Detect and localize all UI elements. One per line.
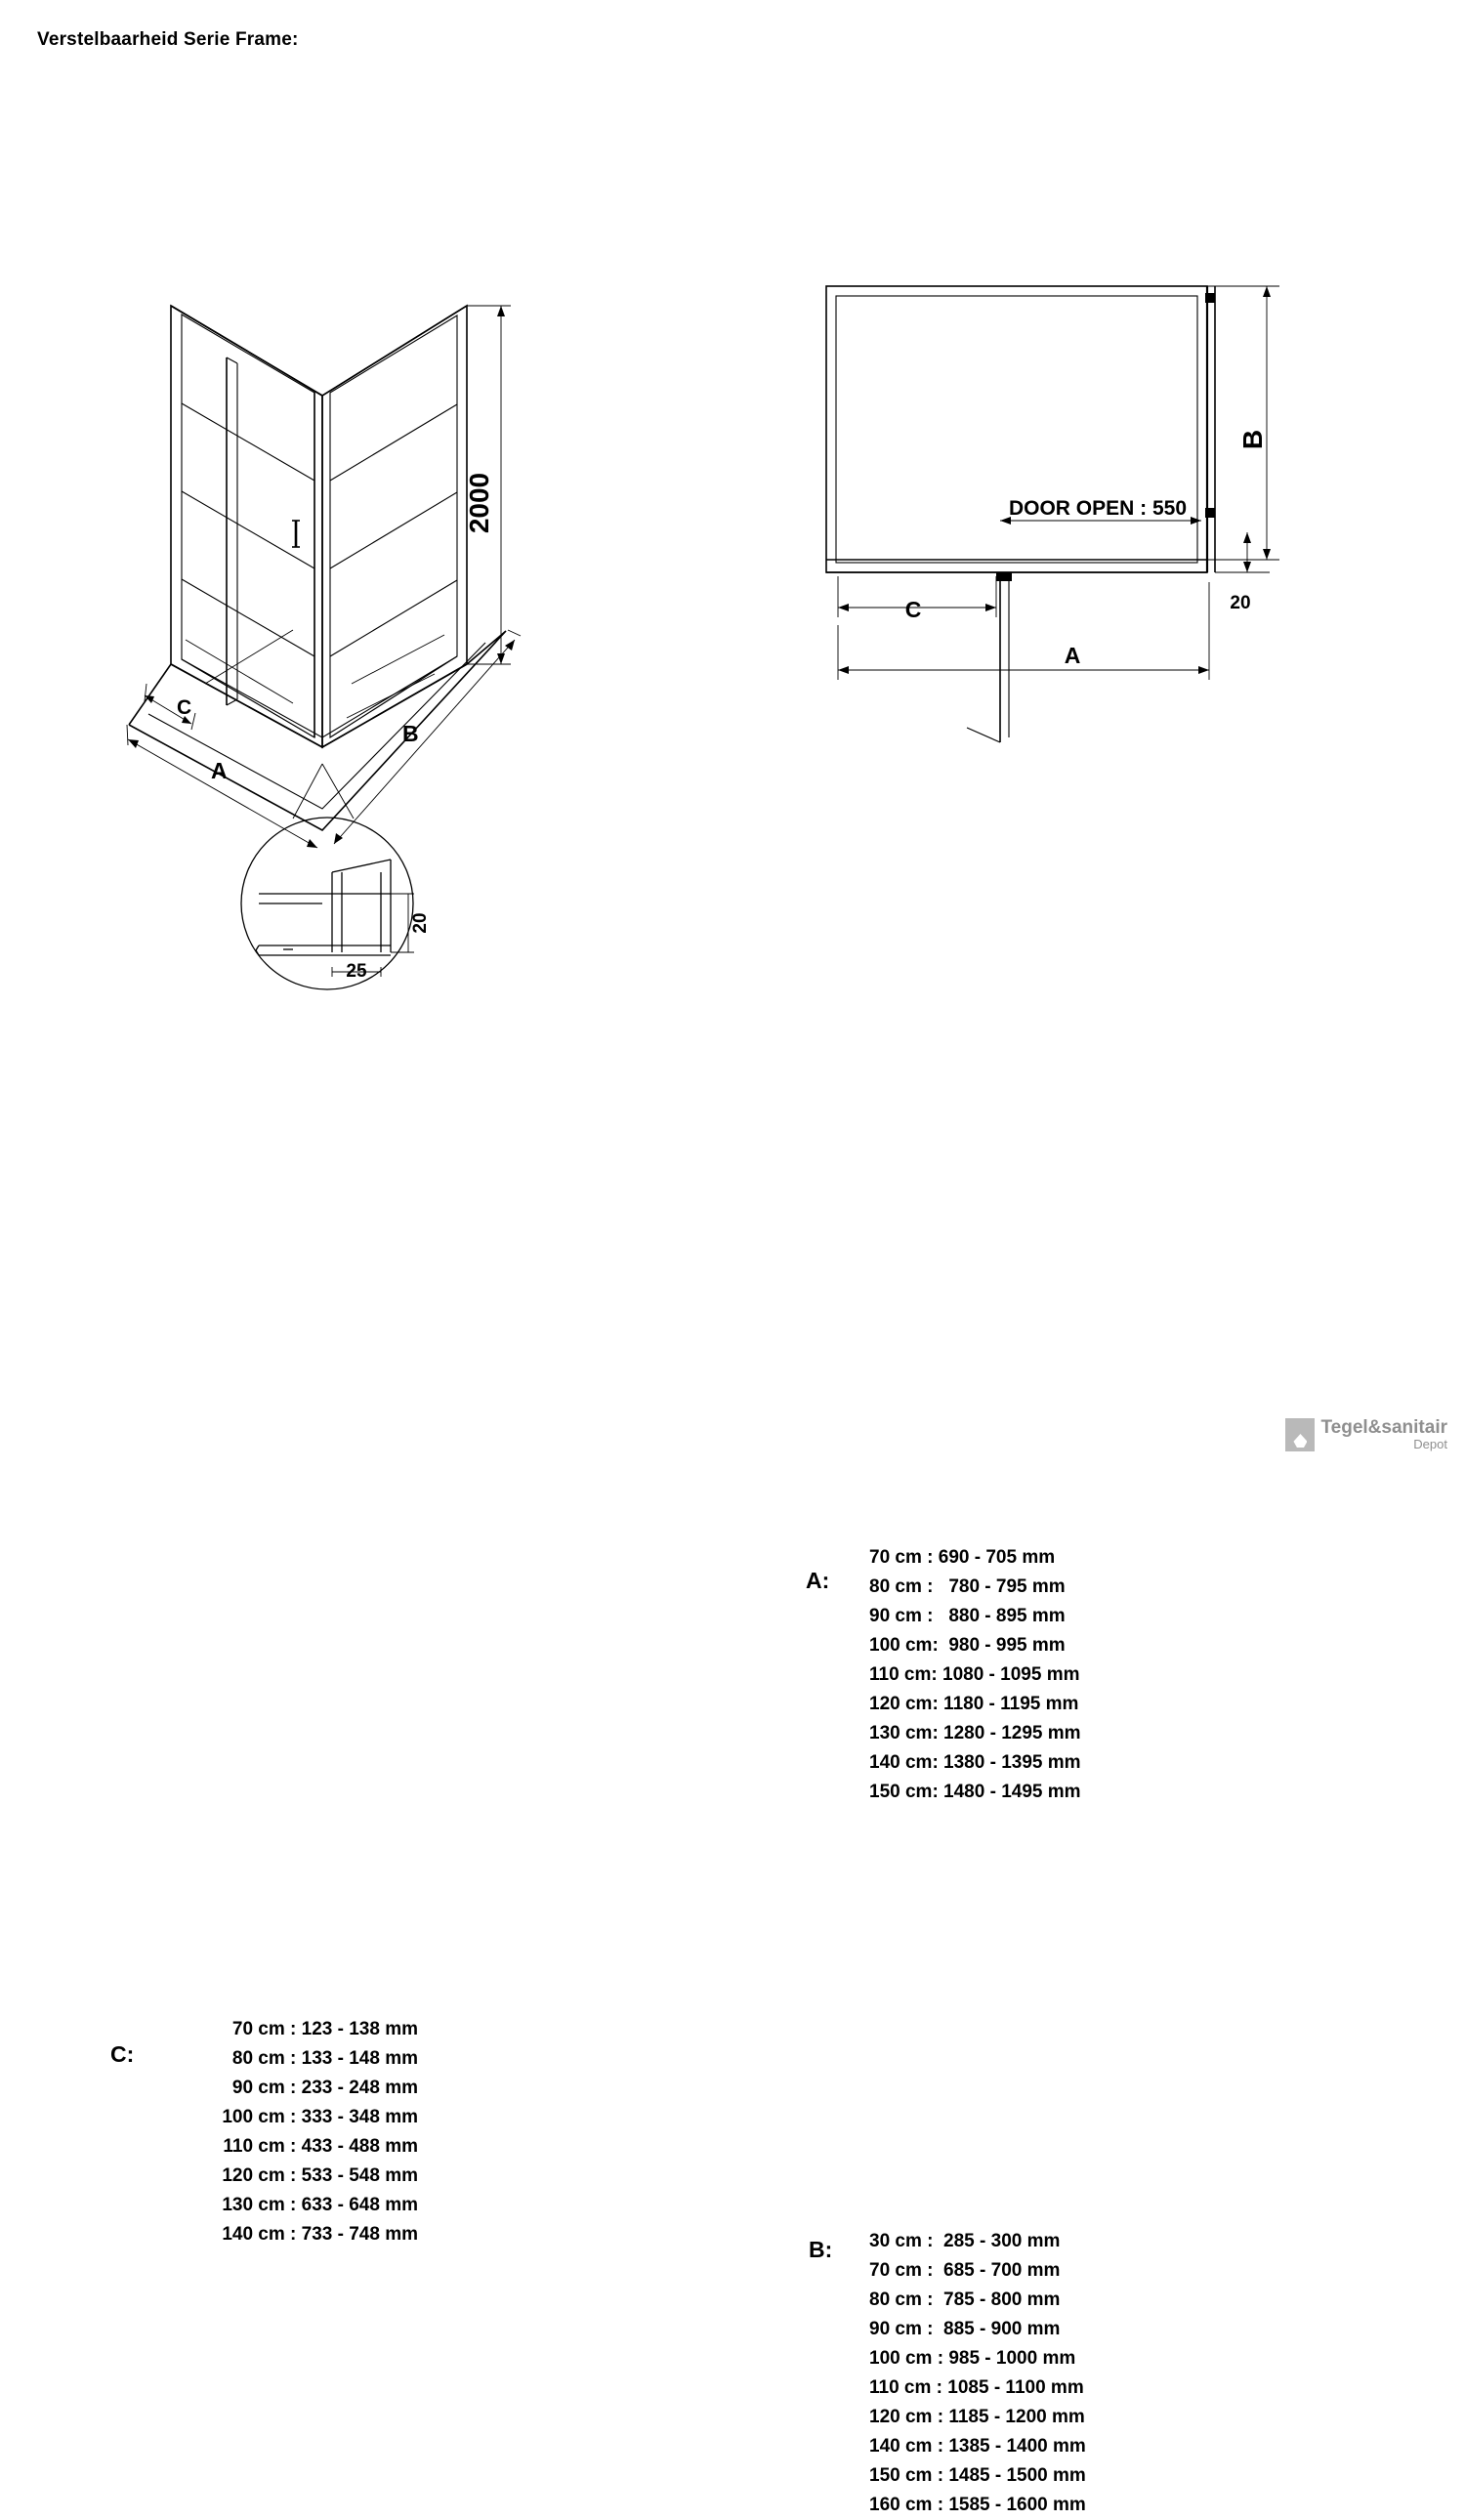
spec-row: 130 cm: 1280 - 1295 mm: [869, 1723, 1081, 1743]
spec-row: 150 cm: 1480 - 1495 mm: [869, 1782, 1081, 1802]
label-detail-25: 25: [346, 961, 367, 982]
spec-row: 90 cm : 880 - 895 mm: [869, 1606, 1066, 1626]
watermark: [1285, 1418, 1447, 1451]
label-A-right: A: [1064, 643, 1081, 668]
spec-row: 70 cm : 123 - 138 mm: [231, 2019, 418, 2039]
label-B-left: B: [402, 721, 419, 746]
spec-row: 130 cm : 633 - 648 mm: [222, 2195, 418, 2215]
label-height-2000: 2000: [464, 472, 494, 534]
label-door-open: DOOR OPEN : 550: [1008, 497, 1188, 520]
spec-row: 110 cm : 1085 - 1100 mm: [869, 2377, 1084, 2398]
spec-row: 100 cm : 985 - 1000 mm: [869, 2348, 1076, 2369]
label-detail-20: 20: [410, 912, 431, 934]
label-C-right: C: [904, 597, 922, 622]
spec-rows-C: [174, 2015, 418, 2249]
spec-row: 120 cm : 1185 - 1200 mm: [869, 2407, 1085, 2427]
spec-rows-B: [869, 2227, 1086, 2520]
spec-row: 140 cm : 733 - 748 mm: [222, 2224, 418, 2245]
label-C-left: C: [177, 696, 192, 719]
spec-row: 80 cm : 785 - 800 mm: [869, 2289, 1061, 2310]
spec-row: 140 cm : 1385 - 1400 mm: [869, 2436, 1086, 2457]
spec-row: 110 cm: 1080 - 1095 mm: [869, 1664, 1080, 1685]
droplet-icon: [1285, 1418, 1315, 1451]
spec-key-B: B:: [809, 2237, 833, 2262]
spec-row: 90 cm : 233 - 248 mm: [231, 2078, 418, 2098]
watermark-sub: Depot: [1413, 1437, 1447, 1452]
label-B-right: B: [1237, 429, 1268, 450]
spec-row: 100 cm : 333 - 348 mm: [222, 2107, 418, 2127]
spec-row: 120 cm : 533 - 548 mm: [222, 2165, 418, 2186]
label-20-right: 20: [1230, 593, 1251, 613]
left-enclosure-3d: [127, 306, 521, 989]
spec-row: 90 cm : 885 - 900 mm: [869, 2319, 1061, 2339]
spec-row: 80 cm : 133 - 148 mm: [231, 2048, 418, 2069]
spec-row: 70 cm : 690 - 705 mm: [869, 1547, 1056, 1568]
spec-key-A: A:: [806, 1568, 830, 1593]
spec-key-C: C:: [110, 2041, 135, 2067]
label-A-left: A: [211, 758, 228, 783]
spec-row: 100 cm: 980 - 995 mm: [869, 1635, 1066, 1656]
spec-row: 160 cm : 1585 - 1600 mm: [869, 2495, 1086, 2515]
spec-row: 120 cm: 1180 - 1195 mm: [869, 1694, 1079, 1714]
spec-row: 140 cm: 1380 - 1395 mm: [869, 1752, 1081, 1773]
spec-row: 150 cm : 1485 - 1500 mm: [869, 2465, 1086, 2486]
spec-row: 110 cm : 433 - 488 mm: [223, 2136, 418, 2157]
spec-row: 30 cm : 285 - 300 mm: [869, 2231, 1061, 2251]
watermark-brand: Tegel&sanitair: [1320, 1417, 1447, 1439]
page-title: Verstelbaarheid Serie Frame:: [37, 29, 299, 50]
spec-rows-A: [869, 1543, 1081, 1807]
spec-row: 80 cm : 780 - 795 mm: [869, 1576, 1066, 1597]
spec-row: 70 cm : 685 - 700 mm: [869, 2260, 1061, 2281]
